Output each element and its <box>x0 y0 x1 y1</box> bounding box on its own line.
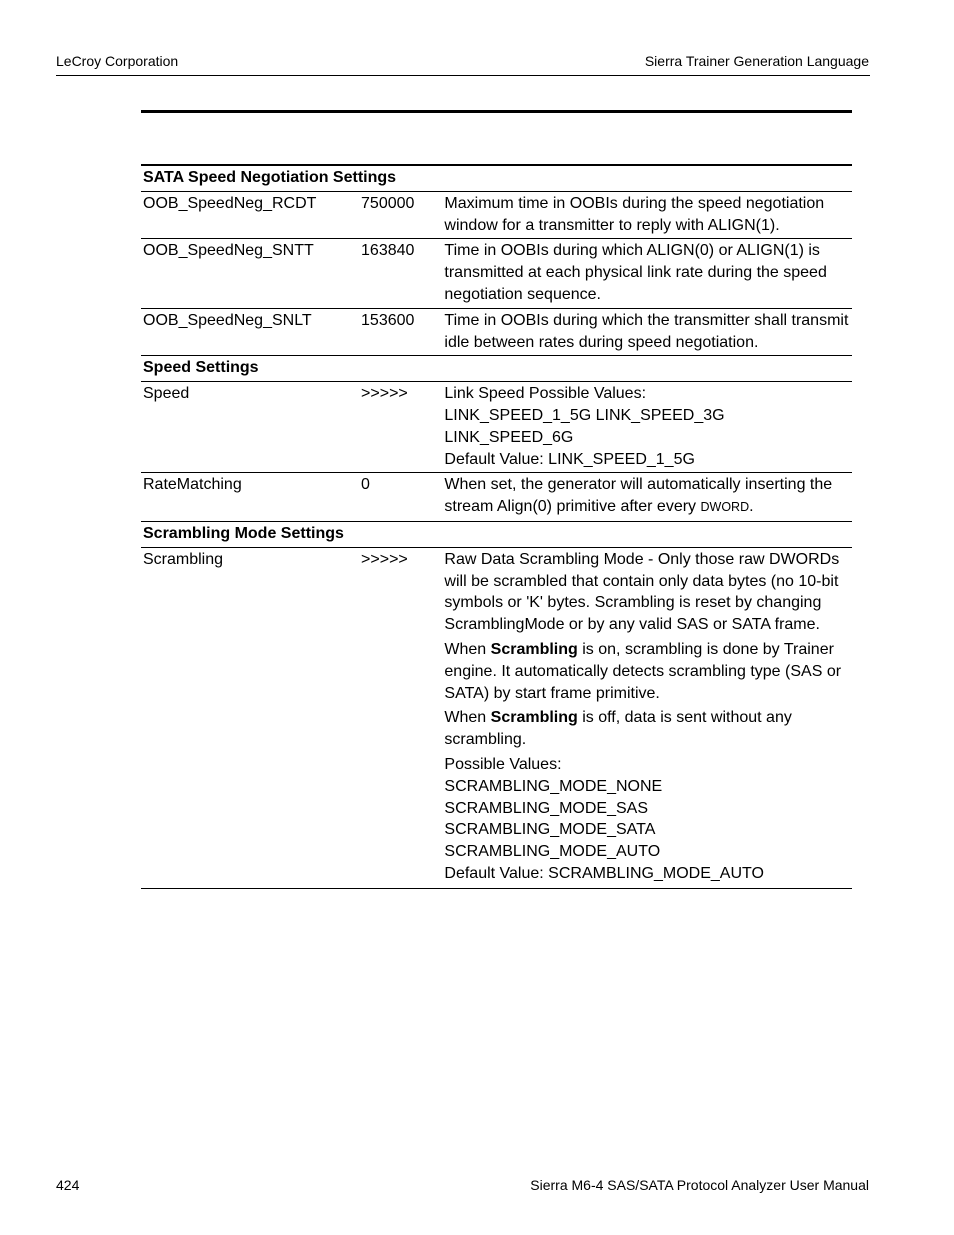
header-chapter: Sierra Trainer Generation Language <box>644 53 869 69</box>
table-row <box>141 239 852 308</box>
desc-line: Default Value: LINK_SPEED_1_5G <box>444 450 695 468</box>
param-value: 750000 <box>359 191 442 239</box>
desc-bold: Scrambling <box>490 709 578 727</box>
param-value: >>>>> <box>359 382 442 473</box>
param-description: Maximum time in OOBIs during the speed negotiation window for a transmitter to reply with ALIGN(1). <box>442 191 852 239</box>
header-divider <box>56 75 870 76</box>
param-description: Time in OOBIs during which ALIGN(0) or ALIGN(1) is transmitted at each physical link rate during the speed negotiation sequence. <box>442 239 852 308</box>
param-value: 163840 <box>359 239 442 308</box>
default-value: Default Value: SCRAMBLING_MODE_AUTO <box>444 864 764 882</box>
table-row <box>141 382 852 473</box>
param-name: Scrambling <box>141 547 359 888</box>
section-title: Scrambling Mode Settings <box>141 521 852 547</box>
desc-line: LINK_SPEED_1_5G LINK_SPEED_3G LINK_SPEED_6G <box>444 406 725 446</box>
desc-paragraph: Raw Data Scrambling Mode - Only those raw DWORDs will be scrambled that contain only data bytes (no 10-bit symbols or 'K' bytes. Scrambling is reset by changing ScramblingMode or by any valid SAS or SATA frame. <box>444 550 840 634</box>
table-row <box>141 547 852 888</box>
value-item: SCRAMBLING_MODE_AUTO <box>444 843 661 861</box>
param-description: Time in OOBIs during which the transmitter shall transmit idle between rates during speed negotiation. <box>442 308 852 356</box>
param-description <box>442 382 852 473</box>
param-name: RateMatching <box>141 473 359 522</box>
param-name: OOB_SpeedNeg_SNTT <box>141 239 359 308</box>
section-header-speed <box>141 356 852 382</box>
table-row <box>141 308 852 356</box>
desc-bold: Scrambling <box>490 640 578 658</box>
table-row <box>141 191 852 239</box>
settings-table <box>141 164 852 889</box>
page-number: 424 <box>56 1177 80 1193</box>
desc-period: . <box>749 498 754 516</box>
param-name: Speed <box>141 382 359 473</box>
param-value: 0 <box>359 473 442 522</box>
desc-line: Link Speed Possible Values: <box>444 385 647 403</box>
section-divider <box>141 110 852 113</box>
desc-text: When <box>444 640 487 658</box>
desc-paragraph <box>444 639 850 704</box>
values-label: Possible Values: <box>444 755 562 773</box>
section-title: SATA Speed Negotiation Settings <box>141 165 852 191</box>
desc-text: When set, the generator will automatically inserting the stream Align(0) primitive after every <box>444 476 833 516</box>
section-header-sata <box>141 165 852 191</box>
param-value: >>>>> <box>359 547 442 888</box>
param-value: 153600 <box>359 308 442 356</box>
param-name: OOB_SpeedNeg_RCDT <box>141 191 359 239</box>
value-item: SCRAMBLING_MODE_NONE <box>444 777 663 795</box>
section-title: Speed Settings <box>141 356 852 382</box>
desc-smallcaps: DWORD <box>700 500 750 515</box>
param-name: OOB_SpeedNeg_SNLT <box>141 308 359 356</box>
param-description <box>442 547 852 888</box>
desc-text: When <box>444 709 487 727</box>
value-item: SCRAMBLING_MODE_SATA <box>444 821 656 839</box>
desc-text: is off, data is sent without any scrambling. <box>444 709 792 749</box>
section-header-scrambling <box>141 521 852 547</box>
footer-title: Sierra M6-4 SAS/SATA Protocol Analyzer User Manual <box>530 1177 869 1193</box>
desc-text: is on, scrambling is done by Trainer engine. It automatically detects scrambling type (SAS or SATA) by start frame primitive. <box>444 640 842 702</box>
header-company: LeCroy Corporation <box>56 53 179 69</box>
table-row <box>141 473 852 522</box>
desc-paragraph <box>444 754 850 885</box>
param-description <box>442 473 852 522</box>
value-item: SCRAMBLING_MODE_SAS <box>444 799 649 817</box>
desc-paragraph <box>444 707 850 751</box>
